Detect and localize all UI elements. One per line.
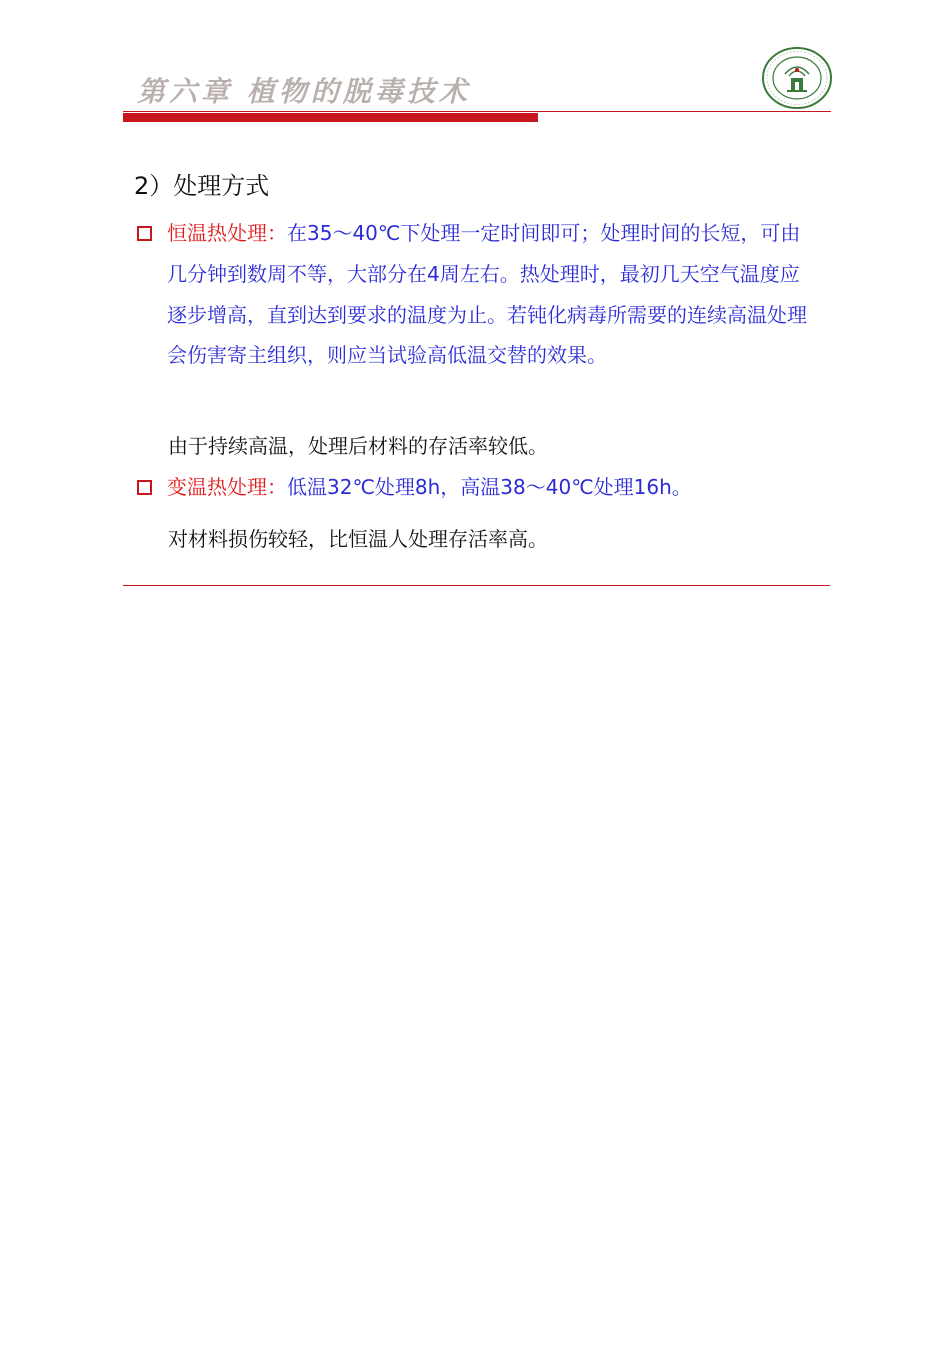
header-accent-bar xyxy=(123,113,538,122)
header-rule xyxy=(123,111,831,112)
university-seal-icon xyxy=(761,46,833,110)
item-description: 低温32℃处理8h，高温38～40℃处理16h。 xyxy=(287,475,692,499)
item-description: 在35～40℃下处理一定时间即可；处理时间的长短，可由几分钟到数周不等，大部分在4周左右。热处理时，最初几天空气温度应逐步增高，直到达到要求的温度为止。若钝化病毒所需要的连续高温处理会伤害寄主组织，则应当试验高低温交替的效果。 xyxy=(167,221,807,368)
section-heading: 2）处理方式 xyxy=(134,172,270,200)
footer-rule xyxy=(123,585,830,586)
university-seal-graphic xyxy=(761,46,833,110)
item-variable-temperature xyxy=(167,467,807,508)
square-bullet-icon xyxy=(137,480,152,495)
item-label: 恒温热处理： xyxy=(167,221,287,245)
item-label: 变温热处理： xyxy=(167,475,287,499)
item-note: 对材料损伤较轻，比恒温人处理存活率高。 xyxy=(168,527,548,551)
item-constant-temperature xyxy=(167,213,807,376)
chapter-title: 第六章 植物的脱毒技术 xyxy=(137,75,471,108)
square-bullet-icon xyxy=(137,226,152,241)
item-note: 由于持续高温，处理后材料的存活率较低。 xyxy=(168,434,548,458)
